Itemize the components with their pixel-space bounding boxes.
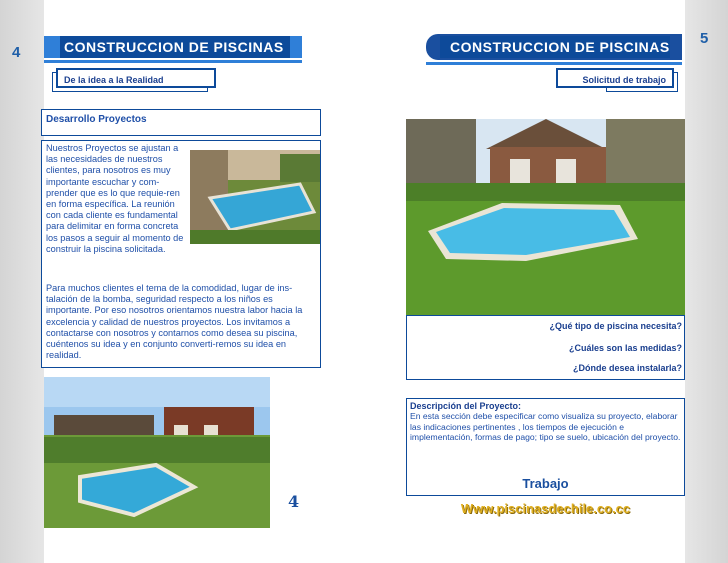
description-text: En esta sección debe especificar como visualiza su proyecto, elaborar las indicaciones pertinentes , los tiempos de ejecución e implementación, formas de pago; tipo se suelo, ubicación del proyecto. <box>410 411 681 443</box>
intro-paragraph: Nuestros Proyectos se ajustan a las necesidades de nuestros clientes, para nosotros es muy importante escuchar y com-prender que es lo que requie-ren en forma específica. La reunión con cada cliente es fundamental para delimitar en forma concreta los pasos a seguir al momento de construir la piscina solicitada. <box>46 143 184 254</box>
pool-photo-large <box>44 377 270 528</box>
pool-photo-small <box>190 150 320 244</box>
left-page-title: CONSTRUCCION DE PISCINAS <box>60 36 290 58</box>
left-page-number-bottom: 4 <box>288 492 300 511</box>
right-page-number-side: 5 <box>700 30 709 47</box>
pool-photo-large-image <box>44 377 270 528</box>
question-measures: ¿Cuáles son las medidas? <box>568 343 682 353</box>
pool-photo-house <box>406 119 685 315</box>
right-margin-strip <box>685 0 728 563</box>
question-type: ¿Qué tipo de piscina necesita? <box>549 321 682 331</box>
details-paragraph: Para muchos clientes el tema de la comodidad, lugar de ins-talación de la bomba, seguridad respecto a los niños es importante. Por eso nosotros orientamos nuestra labor hacia la excelencia y calidad de nuestros proyectos. Los invitamos a contactarse con nosotros y contarnos como desea su piscina, cuéntenos su idea y en conjunto converti-remos su idea en realidad. <box>46 283 303 361</box>
work-label: Trabajo <box>522 476 569 491</box>
right-page-subtitle: Solicitud de trabajo <box>556 68 674 88</box>
left-title-underline <box>44 60 302 63</box>
right-page-title: CONSTRUCCION DE PISCINAS <box>440 36 670 58</box>
website-link[interactable]: Www.piscinasdechile.co.cc <box>460 501 631 516</box>
question-location: ¿Dónde desea instalarla? <box>572 363 682 373</box>
left-page-subtitle: De la idea a la Realidad <box>56 68 216 88</box>
right-title-underline <box>426 62 682 65</box>
section-heading: Desarrollo Proyectos <box>46 114 147 125</box>
section-heading-box <box>41 109 321 136</box>
description-heading: Descripción del Proyecto: <box>410 401 522 411</box>
left-page-number-side: 4 <box>12 44 21 61</box>
left-margin-strip <box>0 0 44 563</box>
pool-photo-house-image <box>406 119 685 315</box>
pool-photo-small-image <box>190 150 320 244</box>
